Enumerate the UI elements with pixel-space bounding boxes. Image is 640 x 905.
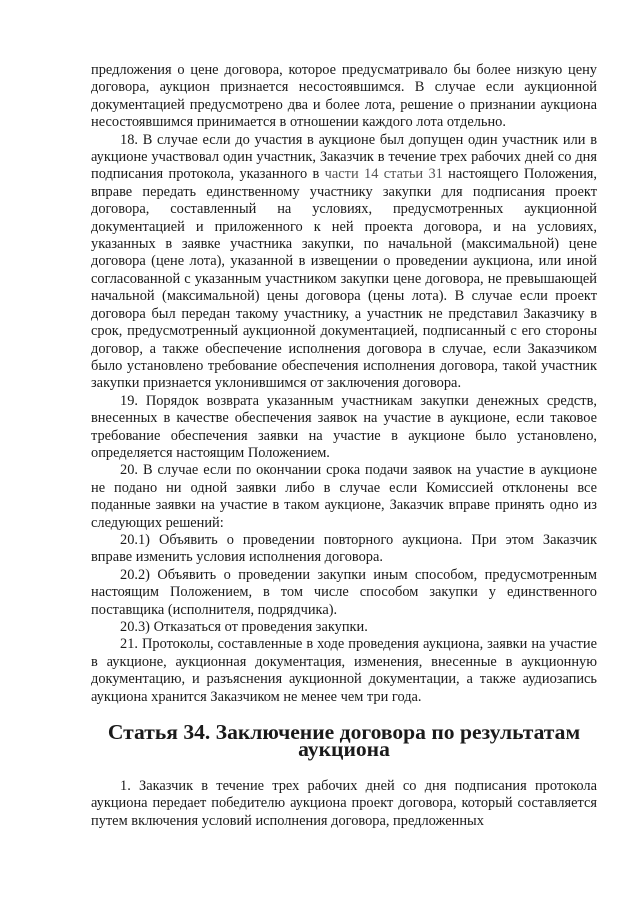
article-34-heading: Статья 34. Заключение договора по результатам аукциона: [107, 720, 581, 762]
paragraph-20-3: 20.3) Отказаться от проведения закупки.: [120, 619, 368, 635]
paragraph-18-text-start: 18. В случае если до участия в аукционе был допущен один участник или в аукционе участвовал один участник, Заказчик в течение трех рабочих дней со дня подписания протокола, указанного в: [91, 131, 597, 183]
paragraph-19: 19. Порядок возврата указанным участникам закупки денежных средств, внесенных в качестве обеспечения заявок на участие в аукционе, если таковое требование обеспечения заявки на участие в аукционе было установлено, определяется настоящим Положением.: [91, 392, 597, 461]
article-reference-link[interactable]: части 14 статьи 31: [324, 166, 443, 183]
document-body: [91, 62, 597, 830]
paragraph-20: 20. В случае если по окончании срока подачи заявок на участие в аукционе не подано ни одной заявки либо в случае если Комиссией отклонены все поданные заявки на участие в таком аукционе, Заказчик вправе принять одно из следующих решений:: [91, 462, 597, 531]
paragraph-21: 21. Протоколы, составленные в ходе проведения аукциона, заявки на участие в аукционе, аукционная документация, изменения, внесенные в аукционную документацию, и разъяснения аукционной документации, а также аудиозапись аукциона хранится Заказчиком не менее чем три года.: [91, 636, 597, 705]
paragraph-continuation: предложения о цене договора, которое предусматривало бы более низкую цену договора, аукцион признается несостоявшимся. В случае если аукционной документацией предусмотрено два и более лота, решение о признании аукциона несостоявшимся принимается в отношении каждого лота отдельно.: [91, 62, 597, 131]
paragraph-34-1: 1. Заказчик в течение трех рабочих дней со дня подписания протокола аукциона передает победителю аукциона проект договора, который составляется путем включения условий исполнения договора, предложенных: [91, 777, 597, 829]
paragraph-18: [91, 132, 597, 393]
paragraph-18-text-end: настоящего Положения, вправе передать единственному участнику закупки для подписания проект договора, составленный на условиях, предусмотренных аукционной документацией и приложенного к ней проекта договора, и на условиях, указанных в заявке участника закупки, по начальной (максимальной) цене договора (цене лота), указанной в извещении о проведении аукциона, или иной согласованной с указанным участником закупки цене договора, не превышающей начальной (максимальной) цены договора (цены лота). В случае если проект договора был передан такому участнику, а участник не представил Заказчику в срок, предусмотренный аукционной документацией, подписанный с его стороны договор, а также обеспечение исполнения договора в случае, если Заказчиком было установлено требование обеспечения исполнения договора, такой участник закупки признается уклонившимся от заключения договора.: [91, 166, 598, 392]
paragraph-20-2: 20.2) Объявить о проведении закупки иным способом, предусмотренным настоящим Положением, в том числе способом закупки у единственного поставщика (исполнителя, подрядчика).: [91, 566, 597, 618]
paragraph-20-1: 20.1) Объявить о проведении повторного аукциона. При этом Заказчик вправе изменить условия исполнения договора.: [91, 531, 597, 566]
